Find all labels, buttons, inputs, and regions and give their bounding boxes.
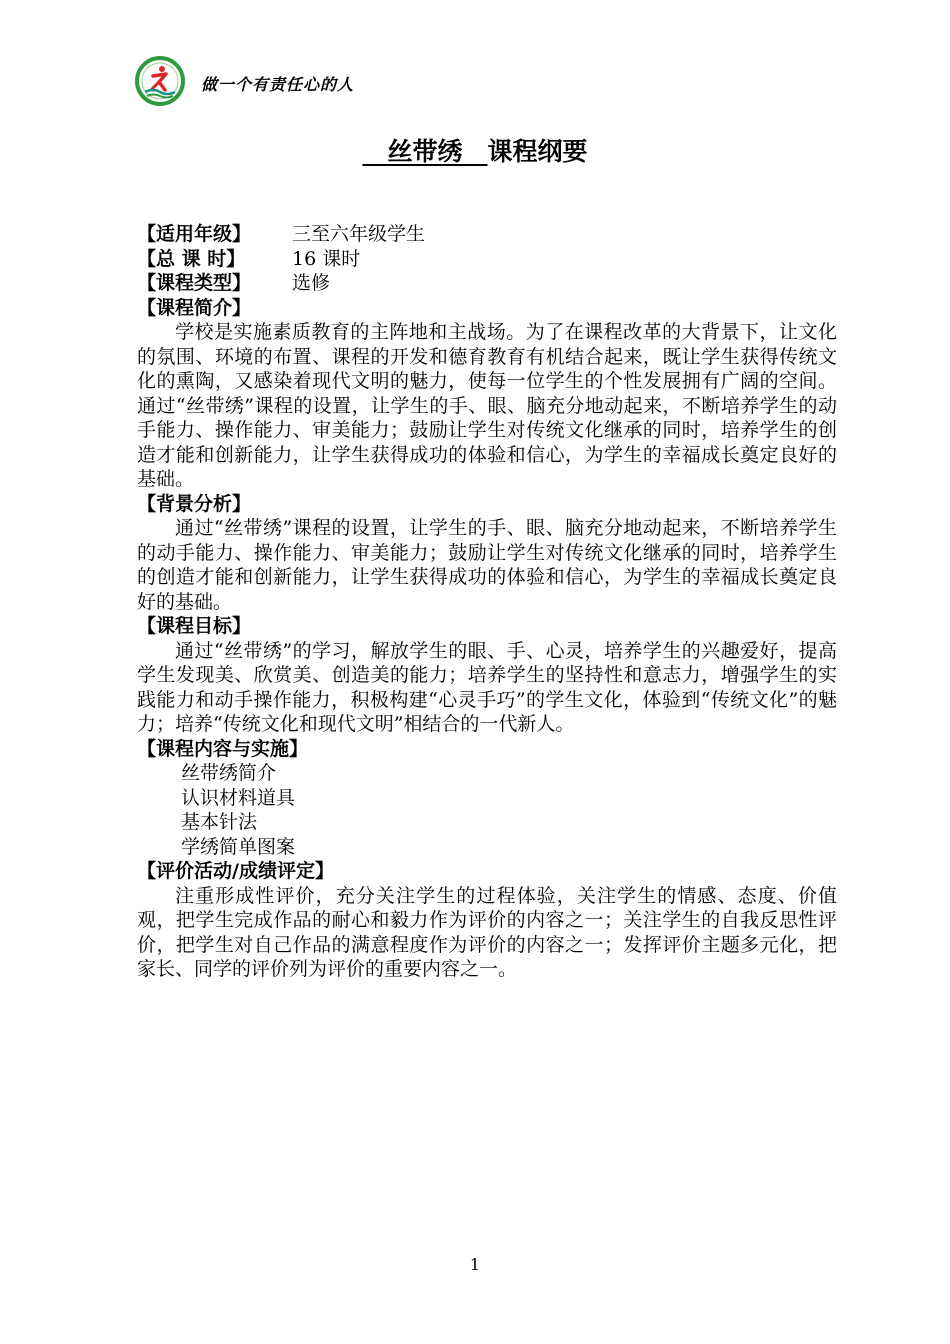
section-text-goals: 通过“丝带绣”的学习，解放学生的眼、手、心灵，培养学生的兴趣爱好，提高学生发现美、欣赏美、创造美的能力；培养学生的坚持性和意志力，增强学生的实践能力和动手操作能力，积极构建“心灵手巧”的学生文化，体验到“传统文化”的魅力；培养“传统文化和现代文明”相结合的一代新人。	[137, 639, 837, 735]
content-list-item: 认识材料道具	[181, 786, 296, 809]
title-rest: 课程纲要	[487, 137, 588, 166]
content-list-item: 学绣简单图案	[181, 835, 296, 858]
meta-value: 三至六年级学生	[292, 223, 426, 245]
page-header	[135, 56, 835, 108]
page-number: 1	[469, 1255, 481, 1274]
content-list-item: 基本针法	[181, 811, 258, 833]
section-heading-content: 【课程内容与实施】	[137, 737, 309, 760]
meta-value: 16 课时	[292, 247, 361, 270]
section-heading-intro: 【课程简介】	[137, 296, 252, 319]
school-logo-icon	[135, 56, 185, 106]
section-heading-evaluation: 【评价活动/成绩评定】	[137, 860, 334, 882]
meta-row-type	[137, 271, 837, 296]
meta-label: 【总 课 时】	[137, 247, 246, 270]
section-text-evaluation: 注重形成性评价，充分关注学生的过程体验，关注学生的情感、态度、价值观，把学生完成作品的耐心和毅力作为评价的内容之一；关注学生的自我反思性评价，把学生对自己作品的满意程度作为评价的内容之一；发挥评价主题多元化，把家长、同学的评价列为评价的重要内容之一。	[137, 884, 837, 980]
document-title	[0, 132, 950, 168]
section-text-background: 通过“丝带绣”课程的设置，让学生的手、眼、脑充分地动起来，不断培养学生的动手能力、操作能力、审美能力；鼓励让学生对传统文化继承的同时，培养学生的创造才能和创新能力，让学生获得成功的体验和信心，为学生的幸福成长奠定良好的基础。	[137, 517, 837, 613]
meta-row-hours	[137, 247, 837, 272]
meta-label: 【适用年级】	[137, 223, 252, 245]
document-body	[137, 222, 837, 982]
section-text-intro: 学校是实施素质教育的主阵地和主战场。为了在课程改革的大背景下，让文化的氛围、环境的布置、课程的开发和德育教育有机结合起来，既让学生获得传统文化的熏陶，又感染着现代文明的魅力，使每一位学生的个性发展拥有广阔的空间。通过“丝带绣”课程的设置，让学生的手、眼、脑充分地动起来，不断培养学生的动手能力、操作能力、审美能力；鼓励让学生对传统文化继承的同时，培养学生的创造才能和创新能力，让学生获得成功的体验和信心，为学生的幸福成长奠定良好的基础。	[137, 321, 837, 490]
header-slogan: 做一个有责任心的人	[201, 75, 355, 94]
section-heading-goals: 【课程目标】	[137, 615, 252, 637]
meta-row-grade	[137, 222, 837, 247]
meta-label: 【课程类型】	[137, 272, 252, 294]
title-course-name: 丝带绣	[362, 137, 488, 166]
section-heading-background: 【背景分析】	[137, 492, 252, 515]
content-list-item: 丝带绣简介	[181, 762, 277, 784]
meta-value: 选修	[292, 272, 331, 294]
